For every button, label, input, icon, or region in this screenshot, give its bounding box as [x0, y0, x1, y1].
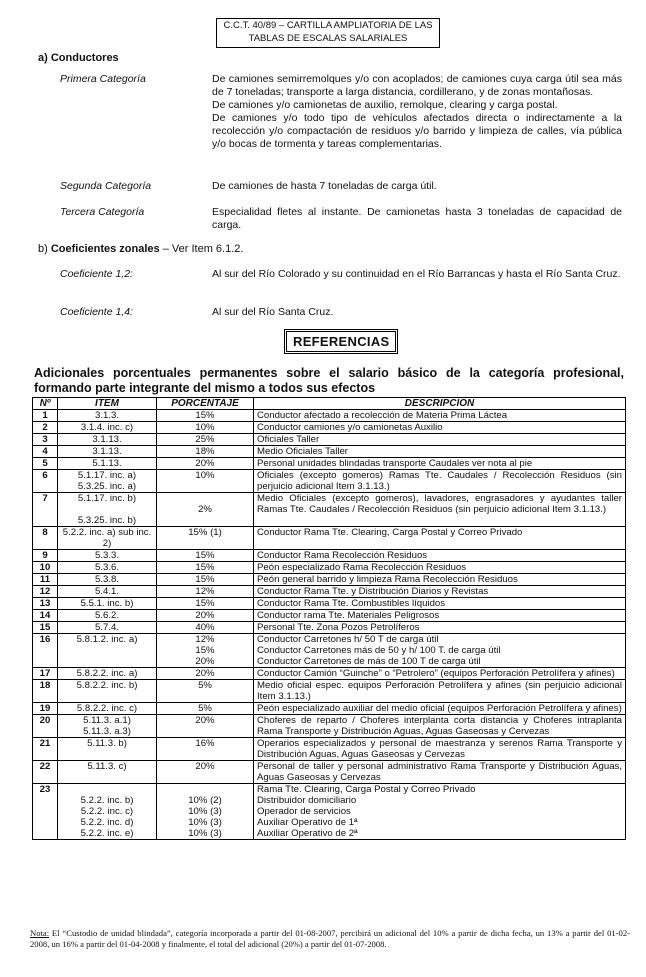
desc-line: De camiones semirremolques y/o con acoplados; de camiones cuya carga útil sea más de 7 toneladas; transporte a larga distancia, cordillerano, y de zonas montañosas. — [212, 73, 622, 98]
row-percentage-line — [160, 481, 250, 492]
category-primera: Primera Categoría — [60, 73, 146, 85]
row-percentage-line: 10% — [195, 422, 215, 433]
row-number: 2 — [33, 422, 58, 434]
row-description-line: Personal Tte. Zona Pozos Petrolíferos — [257, 622, 420, 633]
row-number: 10 — [33, 562, 58, 574]
row-description — [254, 470, 626, 493]
row-description-line: Conductor afectado a recolección de Materia Prima Láctea — [257, 410, 508, 421]
row-item-line: 5.3.25. inc. a) — [77, 481, 137, 492]
row-percentage-line: 10% (2) — [188, 795, 222, 806]
row-percentage — [157, 586, 254, 598]
row-item-line — [61, 504, 153, 515]
row-percentage — [157, 680, 254, 703]
row-item-line: 5.8.2.2. inc. b) — [76, 680, 138, 691]
row-description — [254, 562, 626, 574]
row-percentage-line: 15% — [195, 562, 215, 573]
table-row — [33, 550, 626, 562]
row-item — [58, 715, 157, 738]
row-item-line: 5.7.4. — [94, 622, 119, 633]
row-item-line: 5.2.2. inc. c) — [80, 806, 134, 817]
row-item — [58, 610, 157, 622]
row-item-line: 3.1.4. inc. c) — [80, 422, 134, 433]
row-item-line: 5.8.2.2. inc. a) — [76, 668, 138, 679]
table-title: Adicionales porcentuales permanentes sobre el salario básico de la categoría profesional, formando parte integrante del mismo a todos sus efectos — [34, 366, 624, 395]
row-percentage-line: 5% — [198, 680, 212, 691]
row-percentage-line: 20% — [195, 668, 215, 679]
row-item-line: 3.1.13. — [92, 446, 122, 457]
row-item — [58, 410, 157, 422]
row-description — [254, 550, 626, 562]
row-description — [254, 784, 626, 840]
col-header-percentage: PORCENTAJE — [157, 398, 254, 410]
row-description-line: Personal de taller y personal administrativo Rama Transporte y Distribución Aguas, Aguas Gaseosas y Cervezas — [257, 761, 622, 783]
row-number: 17 — [33, 668, 58, 680]
row-item — [58, 784, 157, 840]
row-description-line: Auxiliar Operativo de 1ª — [257, 817, 358, 828]
references-heading: REFERENCIAS — [284, 329, 398, 354]
table-row — [33, 761, 626, 784]
row-item-line: 5.11.3. c) — [87, 761, 127, 772]
row-description — [254, 703, 626, 715]
row-percentage-line: 2% — [198, 504, 212, 515]
category-segunda-desc: De camiones de hasta 7 toneladas de carga útil. — [212, 180, 437, 192]
row-description-line: Operarios especializados y personal de maestranza y serenos Rama Transporte y Distribución Aguas, Aguas Gaseosas y Cervezas — [257, 738, 622, 760]
row-description-line: Conductor camiones y/o camionetas Auxilio — [257, 422, 443, 433]
row-description — [254, 493, 626, 527]
row-item — [58, 622, 157, 634]
desc-line: De camiones y/o todo tipo de vehículos afectados directa o indirectamente a la recolección y/o compactación de residuos y/o barrido y limpieza de calles, vía pública y/o bocas de tormenta y tareas complementarias. — [212, 112, 622, 150]
row-number: 23 — [33, 784, 58, 840]
row-description-line: Distribuidor domiciliario — [257, 795, 357, 806]
row-percentage — [157, 550, 254, 562]
row-description — [254, 680, 626, 703]
row-number: 16 — [33, 634, 58, 668]
col-header-num: Nº — [33, 398, 58, 410]
row-item-line: 5.3.8. — [94, 574, 119, 585]
table-row — [33, 574, 626, 586]
row-percentage — [157, 622, 254, 634]
row-description-line: Conductor Rama Tte. Combustibles líquidos — [257, 598, 446, 609]
row-number: 6 — [33, 470, 58, 493]
row-item — [58, 738, 157, 761]
row-description-line: Oficiales (excepto gomeros) Ramas Tte. Caudales / Recolección Residuos (sin perjuicio adicional Item 3.1.13.) — [257, 470, 622, 492]
row-item-line: 5.8.2.2. inc. c) — [76, 703, 138, 714]
row-percentage-line: 15% — [195, 574, 215, 585]
row-item-line: 5.3.25. inc. b) — [77, 515, 137, 526]
row-number: 3 — [33, 434, 58, 446]
row-percentage — [157, 562, 254, 574]
row-percentage-line: 20% — [195, 610, 215, 621]
row-description — [254, 458, 626, 470]
row-number: 13 — [33, 598, 58, 610]
section-b-label — [38, 243, 243, 255]
row-percentage-line — [160, 784, 250, 795]
row-item-line: 5.8.1.2. inc. a) — [76, 634, 138, 645]
coef-1-2-desc: Al sur del Río Colorado y su continuidad en el Río Barrancas y hasta el Río Santa Cruz. — [212, 268, 621, 280]
row-percentage — [157, 458, 254, 470]
row-item-line: 5.2.2. inc. e) — [80, 828, 134, 839]
row-description-line: Rama Tte. Clearing, Carga Postal y Correo Privado — [257, 784, 476, 795]
row-description — [254, 527, 626, 550]
row-percentage — [157, 634, 254, 668]
row-percentage — [157, 434, 254, 446]
row-item-line: 5.11.3. a.3) — [83, 726, 131, 737]
row-description-line: Personal unidades blindadas transporte Caudales ver nota al pie — [257, 458, 533, 469]
row-number: 12 — [33, 586, 58, 598]
row-number: 7 — [33, 493, 58, 527]
row-percentage-line — [160, 493, 250, 504]
row-item — [58, 703, 157, 715]
row-item-line: 5.2.2. inc. d) — [80, 817, 134, 828]
table-row — [33, 458, 626, 470]
row-item — [58, 493, 157, 527]
col-header-item: ITEM — [58, 398, 157, 410]
row-number: 22 — [33, 761, 58, 784]
row-description-line: Operador de servicios — [257, 806, 351, 817]
row-description-line: Peón especializado auxiliar del medio oficial (equipos Perforación Petrolífera y afines) — [257, 703, 622, 714]
row-item — [58, 586, 157, 598]
footnote — [30, 928, 630, 950]
row-item-line: 5.2.2. inc. a) sub inc. 2) — [62, 527, 152, 549]
row-description — [254, 598, 626, 610]
row-item-line: 5.1.17. inc. a) — [77, 470, 137, 481]
row-item-line: 5.1.17. inc. b) — [77, 493, 137, 504]
row-percentage — [157, 784, 254, 840]
row-percentage-line: 10% (3) — [188, 817, 222, 828]
row-description — [254, 634, 626, 668]
row-percentage-line: 12% — [195, 586, 215, 597]
table-row — [33, 446, 626, 458]
header-line-1: C.C.T. 40/89 – CARTILLA AMPLIATORIA DE LAS — [223, 20, 433, 31]
row-description-line: Medio oficial espec. equipos Perforación Petrolífera y afines (sin perjuicio adicional Item 3.1.13.) — [257, 680, 622, 702]
row-description — [254, 668, 626, 680]
row-item-line: 5.3.3. — [94, 550, 119, 561]
row-number: 19 — [33, 703, 58, 715]
table-row — [33, 703, 626, 715]
row-number: 4 — [33, 446, 58, 458]
row-item — [58, 634, 157, 668]
row-item — [58, 562, 157, 574]
row-item — [58, 434, 157, 446]
row-percentage-line: 20% — [195, 715, 215, 726]
row-description-line: Auxiliar Operativo de 2ª — [257, 828, 358, 839]
row-percentage — [157, 761, 254, 784]
row-item — [58, 550, 157, 562]
col-header-description: DESCRIPCIÓN — [254, 398, 626, 410]
row-number: 8 — [33, 527, 58, 550]
row-percentage-line: 15% — [195, 410, 215, 421]
row-item-line: 5.11.3. b) — [87, 738, 127, 749]
table-row — [33, 410, 626, 422]
row-percentage-line: 20% — [195, 458, 215, 469]
row-item — [58, 470, 157, 493]
row-description-line: Conductor Carretones de más de 100 T de carga útil — [257, 656, 481, 667]
row-description-line: Conductor Camión “Guinche” o “Petrolero” (equipos Perforación Petrolífera y afines) — [257, 668, 615, 679]
row-description-line: Peón especializado Rama Recolección Residuos — [257, 562, 467, 573]
row-description — [254, 738, 626, 761]
table-row — [33, 634, 626, 668]
additionals-table — [32, 397, 626, 840]
row-item-line: 5.6.2. — [94, 610, 119, 621]
row-percentage-line: 10% — [195, 470, 215, 481]
row-item-line — [61, 784, 153, 795]
row-percentage-line: 20% — [195, 656, 215, 667]
row-percentage — [157, 598, 254, 610]
row-description — [254, 622, 626, 634]
row-percentage — [157, 410, 254, 422]
row-description-line: Conductor rama Tte. Materiales Peligrosos — [257, 610, 440, 621]
table-row — [33, 784, 626, 840]
row-number: 21 — [33, 738, 58, 761]
row-description — [254, 610, 626, 622]
row-percentage-line: 10% (3) — [188, 806, 222, 817]
row-percentage — [157, 470, 254, 493]
row-number: 11 — [33, 574, 58, 586]
row-description-line: Conductor Rama Recolección Residuos — [257, 550, 428, 561]
table-row — [33, 527, 626, 550]
category-primera-desc — [212, 73, 622, 151]
row-percentage-line: 5% — [198, 703, 212, 714]
row-description-line: Peón general barrido y limpieza Rama Recolección Residuos — [257, 574, 518, 585]
row-item-line: 5.5.1. inc. b) — [80, 598, 134, 609]
category-tercera-desc: Especialidad fletes al instante. De camionetas hasta 3 toneladas de capacidad de carga. — [212, 206, 622, 231]
table-row — [33, 434, 626, 446]
table-row — [33, 680, 626, 703]
table-row — [33, 493, 626, 527]
coef-1-2: Coeficiente 1,2: — [60, 268, 133, 280]
row-description-line: Choferes de reparto / Choferes interplanta corta distancia y Choferes intraplanta Rama Transporte y Distribución Aguas, Aguas Gaseosas y Cervezas — [257, 715, 622, 737]
row-percentage — [157, 715, 254, 738]
row-item-line: 5.1.13. — [92, 458, 122, 469]
table-row — [33, 622, 626, 634]
row-number: 15 — [33, 622, 58, 634]
coef-1-4-desc: Al sur del Río Santa Cruz. — [212, 306, 334, 318]
row-description — [254, 446, 626, 458]
table-body — [33, 410, 626, 840]
coef-1-4: Coeficiente 1,4: — [60, 306, 133, 318]
row-item — [58, 446, 157, 458]
row-percentage — [157, 668, 254, 680]
row-item-line: 3.1.13. — [92, 434, 122, 445]
table-row — [33, 586, 626, 598]
row-percentage-line: 10% (3) — [188, 828, 222, 839]
row-item-line: 5.4.1. — [94, 586, 119, 597]
row-number: 5 — [33, 458, 58, 470]
section-b-title: Coeficientes zonales — [50, 243, 160, 255]
section-b-suffix: – Ver Item 6.1.2. — [159, 243, 244, 255]
row-percentage-line: 16% — [195, 738, 215, 749]
table-row — [33, 470, 626, 493]
table-row — [33, 562, 626, 574]
row-description — [254, 574, 626, 586]
row-item — [58, 668, 157, 680]
row-description — [254, 422, 626, 434]
row-description — [254, 761, 626, 784]
header-line-2: TABLAS DE ESCALAS SALARIALES — [248, 33, 408, 44]
row-percentage — [157, 703, 254, 715]
footnote-text: El “Custodio de unidad blindada”, categoría incorporada a partir del 01-08-2007, percibirá un adicional del 10% a partir de dicha fecha, un 13% a partir del 01-02-2008, un 16% a partir del 01-04-2008 y finalmente, el total del adicional (20%) a partir del 01-07-2008. — [30, 928, 630, 949]
row-percentage — [157, 493, 254, 527]
row-percentage-line: 15% — [195, 598, 215, 609]
table-row — [33, 738, 626, 761]
row-item — [58, 574, 157, 586]
category-segunda: Segunda Categoría — [60, 180, 152, 192]
section-b-prefix: b) — [38, 243, 51, 255]
row-item — [58, 422, 157, 434]
row-percentage-line: 25% — [195, 434, 215, 445]
row-item-line: 5.3.6. — [94, 562, 119, 573]
row-item-line: 3.1.3. — [94, 410, 119, 421]
table-row — [33, 668, 626, 680]
row-percentage-line — [160, 726, 250, 737]
row-percentage-line: 15% (1) — [188, 527, 222, 538]
row-item — [58, 598, 157, 610]
row-description-line: Medio Oficiales (excepto gomeros), lavadores, engrasadores y ayudantes taller Ramas Tte. Caudales / Recolección Residuos (sin perjuicio adicional Item 3.1.13.) — [257, 493, 622, 515]
row-description-line: Conductor Rama Tte. y Distribución Diarios y Revistas — [257, 586, 489, 597]
row-description — [254, 715, 626, 738]
row-number: 14 — [33, 610, 58, 622]
row-description-line: Oficiales Taller — [257, 434, 320, 445]
row-percentage-line: 20% — [195, 761, 215, 772]
row-description — [254, 586, 626, 598]
row-percentage — [157, 422, 254, 434]
row-description-line: Conductor Carretones más de 50 y h/ 100 T. de carga útil — [257, 645, 501, 656]
row-item — [58, 680, 157, 703]
row-item-line: 5.2.2. inc. b) — [80, 795, 134, 806]
row-description-line: Conductor Carretones h/ 50 T de carga útil — [257, 634, 439, 645]
row-description-line: Medio Oficiales Taller — [257, 446, 348, 457]
table-row — [33, 422, 626, 434]
table-row — [33, 610, 626, 622]
row-percentage-line: 15% — [195, 550, 215, 561]
table-header-row — [33, 398, 626, 410]
row-percentage — [157, 610, 254, 622]
row-description — [254, 434, 626, 446]
row-item-line: 5.11.3. a.1) — [83, 715, 131, 726]
row-number: 20 — [33, 715, 58, 738]
row-percentage — [157, 738, 254, 761]
row-number: 1 — [33, 410, 58, 422]
row-percentage — [157, 527, 254, 550]
table-row — [33, 598, 626, 610]
row-percentage — [157, 574, 254, 586]
row-percentage — [157, 446, 254, 458]
row-percentage-line: 40% — [195, 622, 215, 633]
footnote-label: Nota: — [30, 928, 50, 938]
row-item — [58, 761, 157, 784]
section-a-label: a) Conductores — [38, 52, 119, 64]
row-item — [58, 458, 157, 470]
table-row — [33, 715, 626, 738]
row-number: 9 — [33, 550, 58, 562]
row-percentage-line — [160, 515, 250, 526]
document-header — [216, 18, 440, 48]
desc-line: De camiones y/o camionetas de auxilio, remolque, clearing y carga postal. — [212, 99, 558, 111]
row-item — [58, 527, 157, 550]
row-percentage-line: 12% — [195, 634, 215, 645]
category-tercera: Tercera Categoría — [60, 206, 145, 218]
row-description-line: Conductor Rama Tte. Clearing, Carga Postal y Correo Privado — [257, 527, 523, 538]
row-description — [254, 410, 626, 422]
row-percentage-line: 18% — [195, 446, 215, 457]
row-number: 18 — [33, 680, 58, 703]
row-percentage-line: 15% — [195, 645, 215, 656]
